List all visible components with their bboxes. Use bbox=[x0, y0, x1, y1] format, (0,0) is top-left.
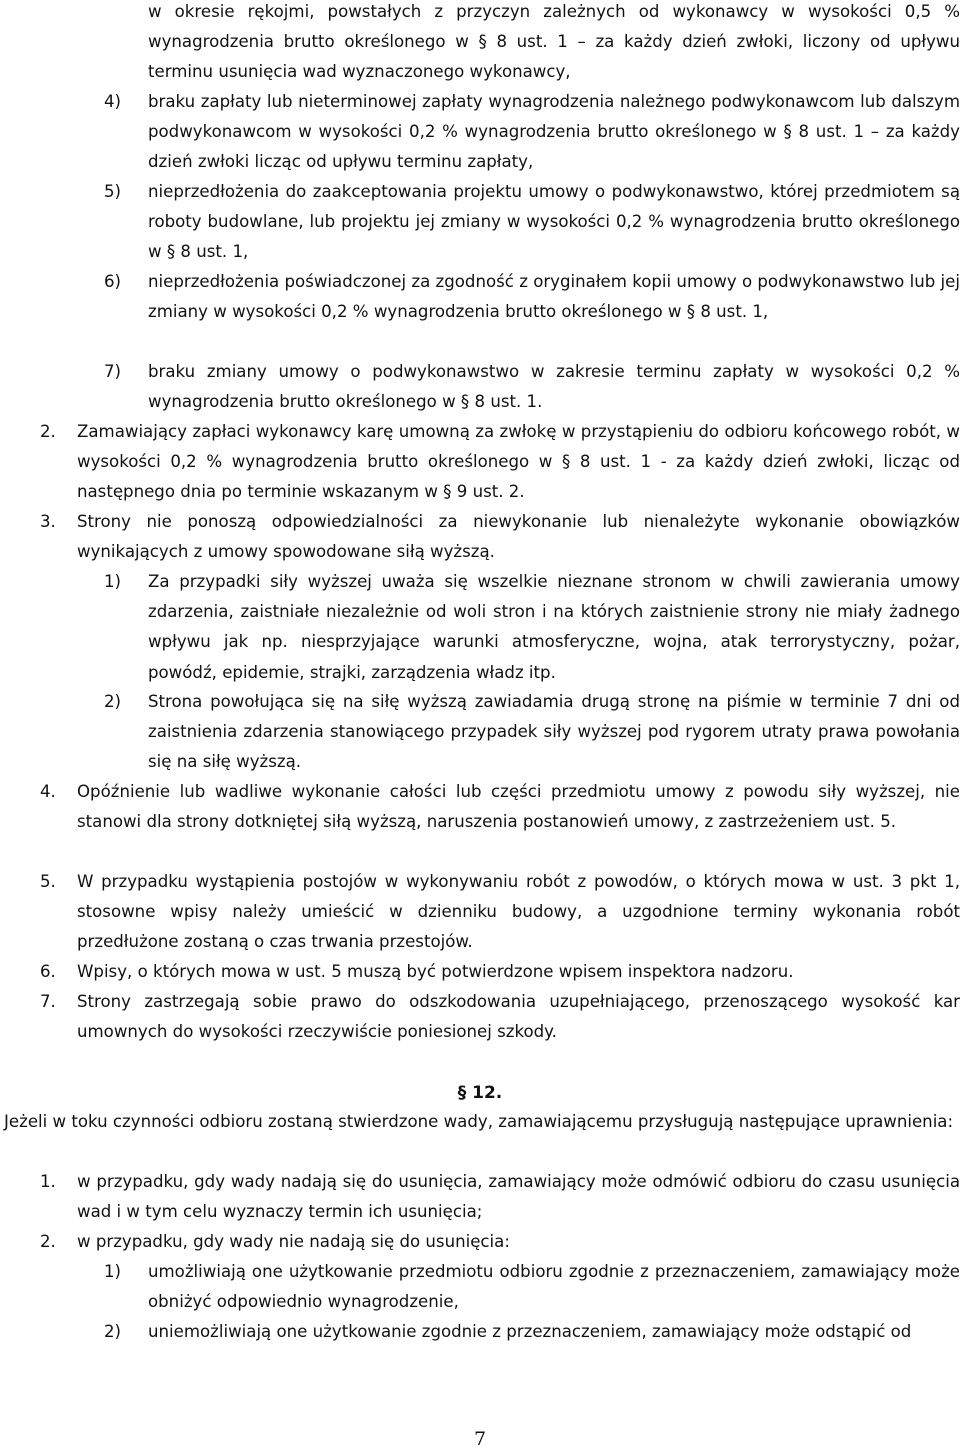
list-item-text: uniemożliwiają one użytkowanie zgodnie z przeznaczeniem, zamawiający może odstąpić od bbox=[148, 1322, 912, 1341]
paragraph: Jeżeli w toku czynności odbioru zostaną stwierdzone wady, zamawiającemu przysługują następujące uprawnienia: bbox=[4, 1112, 954, 1131]
list-item-number: 1. bbox=[40, 1172, 56, 1191]
list-item-number: 7. bbox=[40, 992, 56, 1011]
list-item-number: 2) bbox=[104, 1322, 122, 1341]
list-item-text: w przypadku, gdy wady nie nadają się do usunięcia: bbox=[77, 1232, 510, 1251]
list-item-number: 1) bbox=[104, 1262, 122, 1281]
list-item-number: 5. bbox=[40, 872, 56, 891]
list-item-number: 2) bbox=[104, 692, 122, 711]
list-item-number: 4) bbox=[104, 92, 122, 111]
list-item-number: 7) bbox=[104, 362, 122, 381]
list-item-text: Wpisy, o których mowa w ust. 5 muszą być potwierdzone wpisem inspektora nadzoru. bbox=[77, 962, 794, 981]
list-item-text: Strony zastrzegają sobie prawo do odszkodowania uzupełniającego, przenoszącego wysokość kar umownych do wysokości rzeczywiście poniesionej szkody. bbox=[77, 992, 960, 1042]
list-item-number: 6. bbox=[40, 962, 56, 981]
paragraph: w okresie rękojmi, powstałych z przyczyn zależnych od wykonawcy w wysokości 0,5 % wynagrodzenia brutto określonego w § 8 ust. 1 – za każdy dzień zwłoki, liczony od upływu terminu usunięcia wad wyznaczonego wykonawcy, bbox=[148, 2, 960, 82]
list-item-number: 1) bbox=[104, 572, 122, 591]
list-item-text: Zamawiający zapłaci wykonawcy karę umowną za zwłokę w przystąpieniu do odbioru końcowego robót, w wysokości 0,2 % wynagrodzenia brutto określonego w § 8 ust. 1 - za każdy dzień zwłoki, licząc od następnego dnia po terminie wskazanym w § 9 ust. 2. bbox=[77, 422, 960, 502]
list-item-number: 3. bbox=[40, 512, 56, 531]
list-item-text: braku zmiany umowy o podwykonawstwo w zakresie terminu zapłaty w wysokości 0,2 % wynagrodzenia brutto określonego w § 8 ust. 1. bbox=[148, 362, 960, 412]
list-item-text: W przypadku wystąpienia postojów w wykonywaniu robót z powodów, o których mowa w ust. 3 pkt 1, stosowne wpisy należy umieścić w dzienniku budowy, a uzgodnione terminy wykonania robót przedłużone zostaną o czas trwania przestojów. bbox=[77, 872, 960, 952]
list-item-text: Za przypadki siły wyższej uważa się wszelkie nieznane stronom w chwili zawierania umowy zdarzenia, zaistniałe niezależnie od woli stron i na których zaistnienie strony nie miały żadnego wpływu jak np. niesprzyjające warunki atmosferyczne, wojna, atak terrorystyczny, pożar, powódź, epidemie, strajki, zarządzenia władz itp. bbox=[148, 572, 960, 682]
list-item-text: Opóźnienie lub wadliwe wykonanie całości lub części przedmiotu umowy z powodu siły wyższej, nie stanowi dla strony dotkniętej siłą wyższą, naruszenia postanowień umowy, z zastrzeżeniem ust. 5. bbox=[77, 782, 960, 832]
page-number: 7 bbox=[473, 1428, 487, 1450]
list-item-text: umożliwiają one użytkowanie przedmiotu odbioru zgodnie z przeznaczeniem, zamawiający może obniżyć odpowiednio wynagrodzenie, bbox=[148, 1262, 960, 1312]
list-item-text: w przypadku, gdy wady nadają się do usunięcia, zamawiający może odmówić odbioru do czasu usunięcia wad i w tym celu wyznaczy termin ich usunięcia; bbox=[77, 1172, 960, 1222]
list-item-number: 2. bbox=[40, 1232, 56, 1251]
list-item-text: nieprzedłożenia do zaakceptowania projektu umowy o podwykonawstwo, której przedmiotem są roboty budowlane, lub projektu jej zmiany w wysokości 0,2 % wynagrodzenia brutto określonego w § 8 ust. 1, bbox=[148, 182, 960, 262]
list-item-text: nieprzedłożenia poświadczonej za zgodność z oryginałem kopii umowy o podwykonawstwo lub jej zmiany w wysokości 0,2 % wynagrodzenia brutto określonego w § 8 ust. 1, bbox=[148, 272, 960, 322]
list-item-number: 5) bbox=[104, 182, 122, 201]
list-item-number: 6) bbox=[104, 272, 122, 291]
list-item-number: 4. bbox=[40, 782, 56, 801]
list-item-text: Strony nie ponoszą odpowiedzialności za niewykonanie lub nienależyte wykonanie obowiązków wynikających z umowy spowodowane siłą wyższą. bbox=[77, 512, 960, 562]
list-item-text: braku zapłaty lub nieterminowej zapłaty wynagrodzenia należnego podwykonawcom lub dalszym podwykonawcom w wysokości 0,2 % wynagrodzenia brutto określonego w § 8 ust. 1 – za każdy dzień zwłoki licząc od upływu terminu zapłaty, bbox=[148, 92, 960, 172]
list-item-number: 2. bbox=[40, 422, 56, 441]
section-heading: § 12. bbox=[457, 1083, 503, 1103]
list-item-text: Strona powołująca się na siłę wyższą zawiadamia drugą stronę na piśmie w terminie 7 dni od zaistnienia zdarzenia stanowiącego przypadek siły wyższej pod rygorem utraty prawa powołania się na siłę wyższą. bbox=[148, 692, 960, 772]
